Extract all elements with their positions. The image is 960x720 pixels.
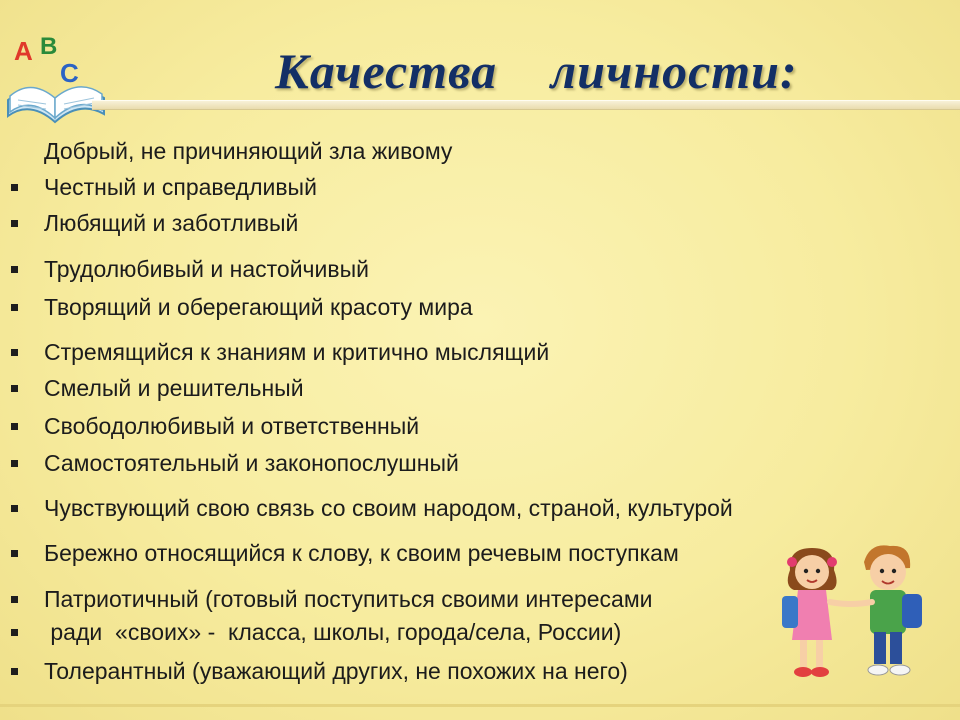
list-item-text: Трудолюбивый и настойчивый: [44, 255, 369, 282]
list-item: [8, 493, 733, 523]
bullet-icon: [11, 629, 18, 636]
bullet-icon: [11, 550, 18, 557]
list-item: [8, 373, 304, 403]
list-item-text: Честный и справедливый: [44, 173, 317, 200]
slide-title: Качества личности:: [275, 43, 798, 99]
list-item: [8, 172, 317, 202]
list-item-text: Самостоятельный и законопослушный: [44, 449, 459, 476]
list-item: [8, 448, 459, 478]
boy-figure: [830, 545, 922, 675]
list-item: [8, 538, 679, 568]
logo-letter-a: A: [14, 36, 33, 66]
bullet-icon: [11, 385, 18, 392]
bullet-icon: [11, 668, 18, 675]
list-item-text: Свободолюбивый и ответственный: [44, 412, 420, 439]
list-item-text: Бережно относящийся к слову, к своим речевым поступкам: [44, 539, 679, 566]
list-item-text: Творящий и оберегающий красоту мира: [44, 293, 473, 320]
list-item: [8, 136, 452, 166]
list-item-text: Любящий и заботливый: [44, 209, 299, 236]
qualities-list: [8, 0, 868, 720]
list-item-text: Патриотичный (готовый поступиться своими интересами: [44, 585, 653, 612]
bullet-icon: [11, 596, 18, 603]
logo-letter-b: B: [40, 33, 58, 60]
list-item: [8, 337, 549, 367]
list-item: [8, 411, 419, 441]
bullet-icon: [11, 266, 18, 273]
girl-figure: [782, 548, 837, 677]
bullet-icon: [11, 460, 18, 467]
list-item: [8, 617, 621, 647]
list-item-text: Смелый и решительный: [44, 374, 304, 401]
logo-letter-c: C: [60, 58, 79, 88]
list-item: [8, 208, 298, 238]
bullet-icon: [11, 423, 18, 430]
bullet-icon: [11, 349, 18, 356]
list-item-text: Добрый, не причиняющий зла живому: [44, 137, 453, 164]
bullet-icon: [11, 505, 18, 512]
bullet-icon: [11, 220, 18, 227]
footer-divider: [0, 704, 960, 707]
list-item: [8, 254, 369, 284]
list-item-text: Стремящийся к знаниям и критично мыслящий: [44, 338, 550, 365]
bullet-icon: [11, 304, 18, 311]
list-item-text: Чувствующий свою связь со своим народом, страной, культурой: [44, 494, 733, 521]
list-item: [8, 656, 628, 686]
bullet-icon: [11, 184, 18, 191]
list-item-text: Толерантный (уважающий других, не похожих на него): [44, 657, 628, 684]
list-item: [8, 292, 473, 322]
list-item-text: ради «своих» - класса, школы, города/села, России): [44, 618, 622, 645]
schoolchildren-illustration: [778, 540, 938, 690]
list-item: [8, 584, 653, 614]
